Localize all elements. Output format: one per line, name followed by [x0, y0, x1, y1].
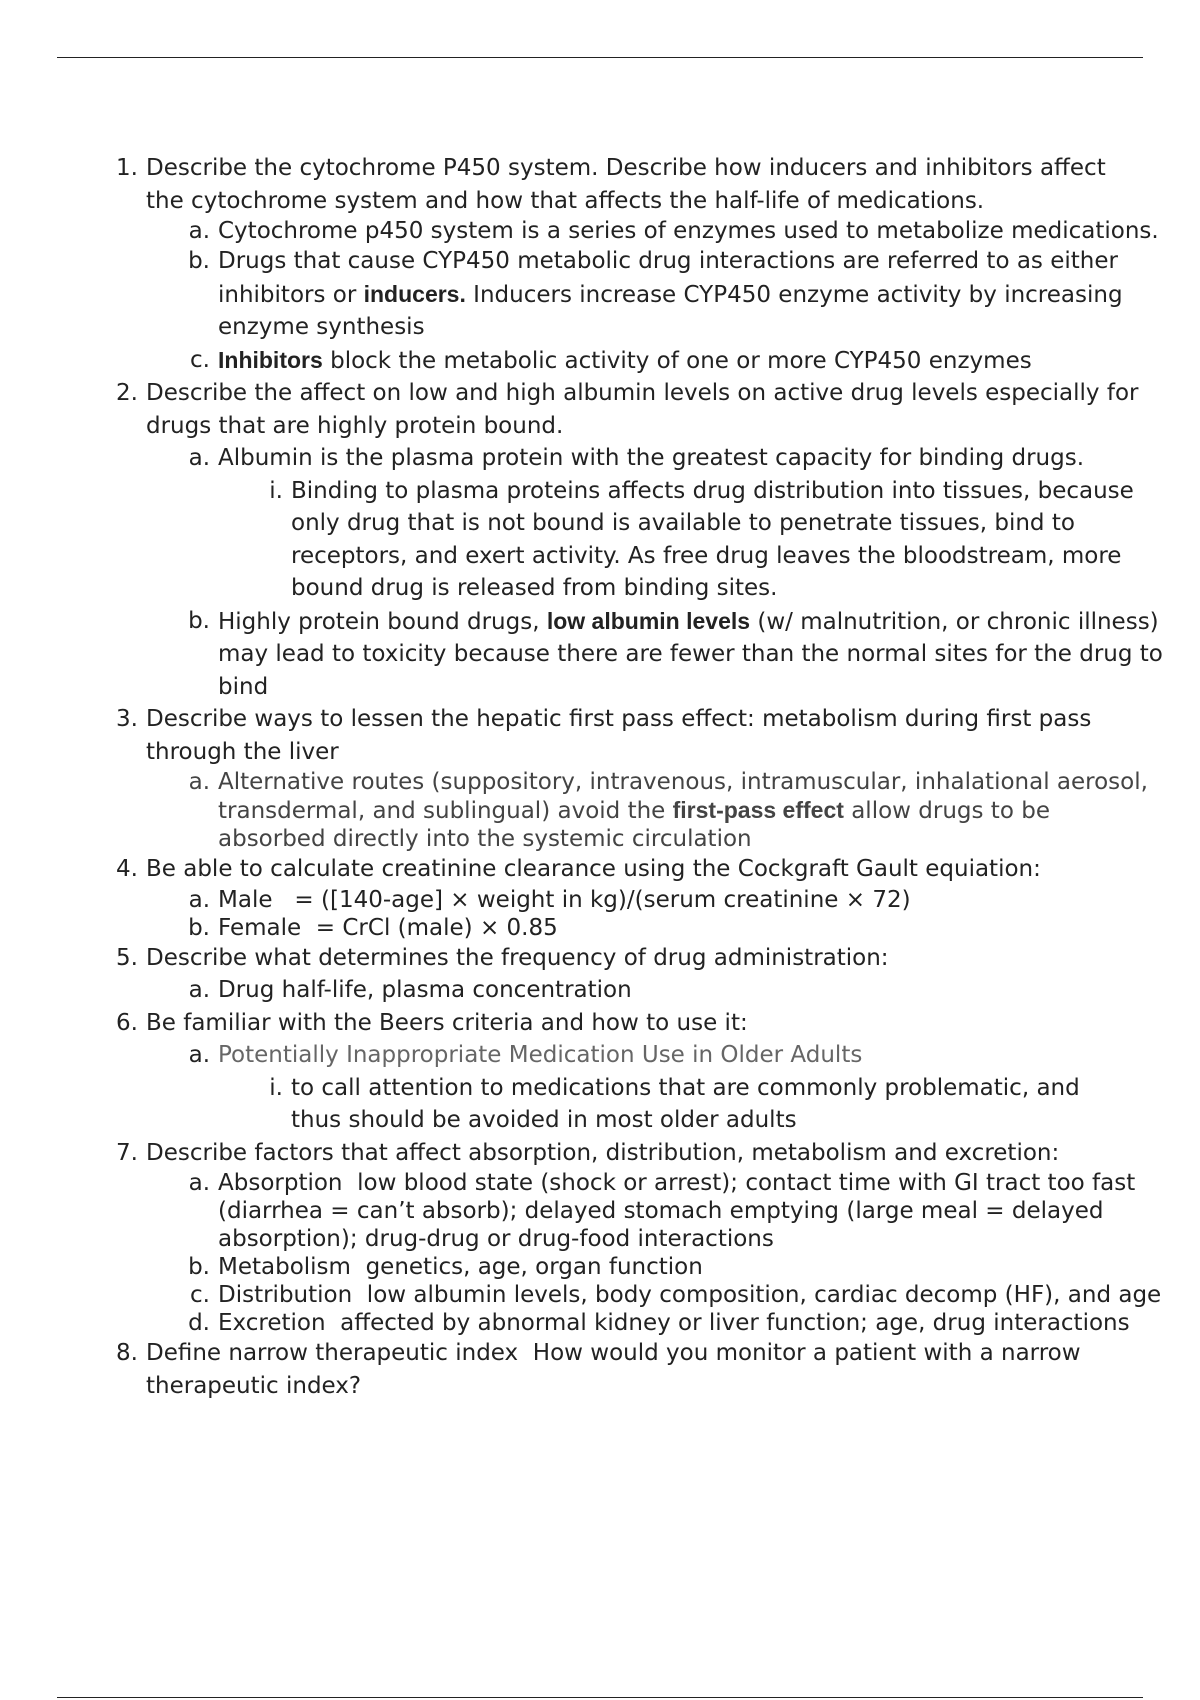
item-number: 4. [116, 856, 138, 882]
item-letter: a. [188, 218, 210, 244]
list-item-1a [0, 217, 1200, 245]
text-segment: allow drugs to be absorbed directly into the systemic circulation [218, 798, 1050, 852]
item-text [218, 605, 1163, 704]
item-number: 3. [116, 706, 138, 732]
item-text: to call attention to medications that are commonly problematic, and thus should be avoided in most older adults [291, 1074, 1080, 1133]
item-text: Metabolism genetics, age, organ function [218, 1254, 703, 1280]
list-item-7b [0, 1253, 1200, 1281]
list-item-6 [0, 1007, 1200, 1040]
item-letter: a. [188, 1042, 210, 1068]
item-text [218, 344, 1163, 378]
item-text: Absorption low blood state (shock or arrest); contact time with GI tract too fast (diarrhea = can’t absorb); delayed stomach emptying (large meal = delayed absorption); drug-drug or drug-food interactions [218, 1170, 1143, 1252]
item-text: Albumin is the plasma protein with the greatest capacity for binding drugs. [218, 445, 1085, 471]
item-number: 1. [116, 155, 138, 181]
item-text: Cytochrome p450 system is a series of enzymes used to metabolize medications. [218, 218, 1159, 244]
item-roman: i. [269, 477, 283, 504]
list-item-6a-i [0, 1072, 1200, 1137]
item-number: 8. [116, 1340, 138, 1366]
list-item-5a [0, 974, 1200, 1007]
item-text: Be familiar with the Beers criteria and how to use it: [146, 1009, 748, 1036]
item-text: Binding to plasma proteins affects drug distribution into tissues, because only drug that is not bound is available to penetrate tissues, bind to receptors, and exert activity. As free drug leaves the bloodstream, more bound drug is released from binding sites. [291, 477, 1134, 601]
item-letter: c. [190, 1282, 210, 1308]
bottom-rule [57, 1697, 1143, 1698]
list-item-3 [0, 703, 1200, 768]
text-segment: Inducers increase CYP450 enzyme activity by increasing enzyme synthesis [218, 281, 1123, 340]
item-text: Describe the cytochrome P450 system. Describe how inducers and inhibitors affect the cytochrome system and how that affects the half-life of medications. [146, 155, 1106, 214]
item-number: 6. [116, 1009, 138, 1036]
bold-term: low albumin levels [546, 607, 751, 634]
list-item-4a [0, 886, 1200, 914]
list-item-7a [0, 1169, 1200, 1253]
item-text [218, 768, 1163, 853]
item-text: Distribution low albumin levels, body composition, cardiac decomp (HF), and age [218, 1282, 1162, 1308]
item-number: 5. [116, 944, 138, 971]
item-text: Drug half-life, plasma concentration [218, 977, 632, 1003]
item-letter: b. [188, 914, 210, 941]
item-letter: a. [188, 769, 210, 795]
formula-male: Male = ([140-age] × weight in kg)/(serum creatinine × 72) [218, 886, 911, 913]
formula-female: Female = CrCl (male) × 0.85 [218, 914, 558, 941]
list-item-5 [0, 942, 1200, 975]
list-item-7c [0, 1281, 1200, 1309]
item-letter: a. [188, 977, 210, 1003]
item-text: Excretion affected by abnormal kidney or liver function; age, drug interactions [218, 1310, 1130, 1336]
item-text [218, 245, 1163, 344]
item-text: Describe ways to lessen the hepatic first pass effect: metabolism during first pass through the liver [146, 706, 1092, 765]
item-text: Describe the affect on low and high albumin levels on active drug levels especially for drugs that are highly protein bound. [146, 380, 1139, 439]
list-item-1c [0, 344, 1200, 378]
item-letter: a. [188, 445, 210, 471]
item-letter: b. [188, 1254, 210, 1280]
list-item-2 [0, 377, 1200, 442]
list-item-2a [0, 442, 1200, 475]
list-item-7 [0, 1137, 1200, 1170]
list-item-2b [0, 605, 1200, 704]
bold-term: Inhibitors [218, 346, 323, 373]
list-item-4b [0, 914, 1200, 942]
list-item-6a [0, 1039, 1200, 1072]
text-segment: Alternative routes (suppository, intravenous, intramuscular, inhalational aerosol, transdermal, and sublingual) avoid the [218, 769, 1148, 824]
item-text: Potentially Inappropriate Medication Use in Older Adults [218, 1042, 863, 1068]
item-roman: i. [269, 1074, 283, 1101]
bold-term: first-pass effect [672, 797, 844, 823]
item-letter: a. [188, 886, 210, 913]
item-letter: b. [188, 248, 210, 274]
list-item-1 [0, 152, 1200, 217]
list-item-7d [0, 1309, 1200, 1337]
list-item-8 [0, 1337, 1200, 1402]
item-letter: c. [190, 346, 210, 373]
text-segment: block the metabolic activity of one or more CYP450 enzymes [322, 347, 1032, 374]
text-segment: (w/ malnutrition, or chronic illness) may lead to toxicity because there are fewer than the normal sites for the drug to bind [218, 608, 1163, 700]
list-item-2a-i [0, 475, 1200, 605]
item-letter: b. [188, 607, 210, 634]
document-body [0, 152, 1200, 1402]
item-text: Describe factors that affect absorption, distribution, metabolism and excretion: [146, 1139, 1060, 1166]
top-rule [57, 57, 1143, 58]
bold-term: inducers. [363, 280, 466, 307]
item-letter: a. [188, 1170, 210, 1196]
item-text: Describe what determines the frequency of drug administration: [146, 944, 889, 971]
item-number: 2. [116, 380, 138, 406]
list-item-1b [0, 245, 1200, 344]
item-letter: d. [188, 1310, 210, 1336]
item-text: Be able to calculate creatinine clearance using the Cockgraft Gault equiation: [146, 856, 1041, 882]
list-item-4 [0, 853, 1200, 886]
text-segment: Drugs that cause CYP450 metabolic drug interactions are referred to as either inhibitors or [218, 248, 1118, 308]
item-number: 7. [116, 1139, 138, 1166]
list-item-3a [0, 768, 1200, 853]
item-text: Define narrow therapeutic index How would you monitor a patient with a narrow therapeutic index? [146, 1340, 1088, 1399]
text-segment: Highly protein bound drugs, [218, 608, 547, 635]
